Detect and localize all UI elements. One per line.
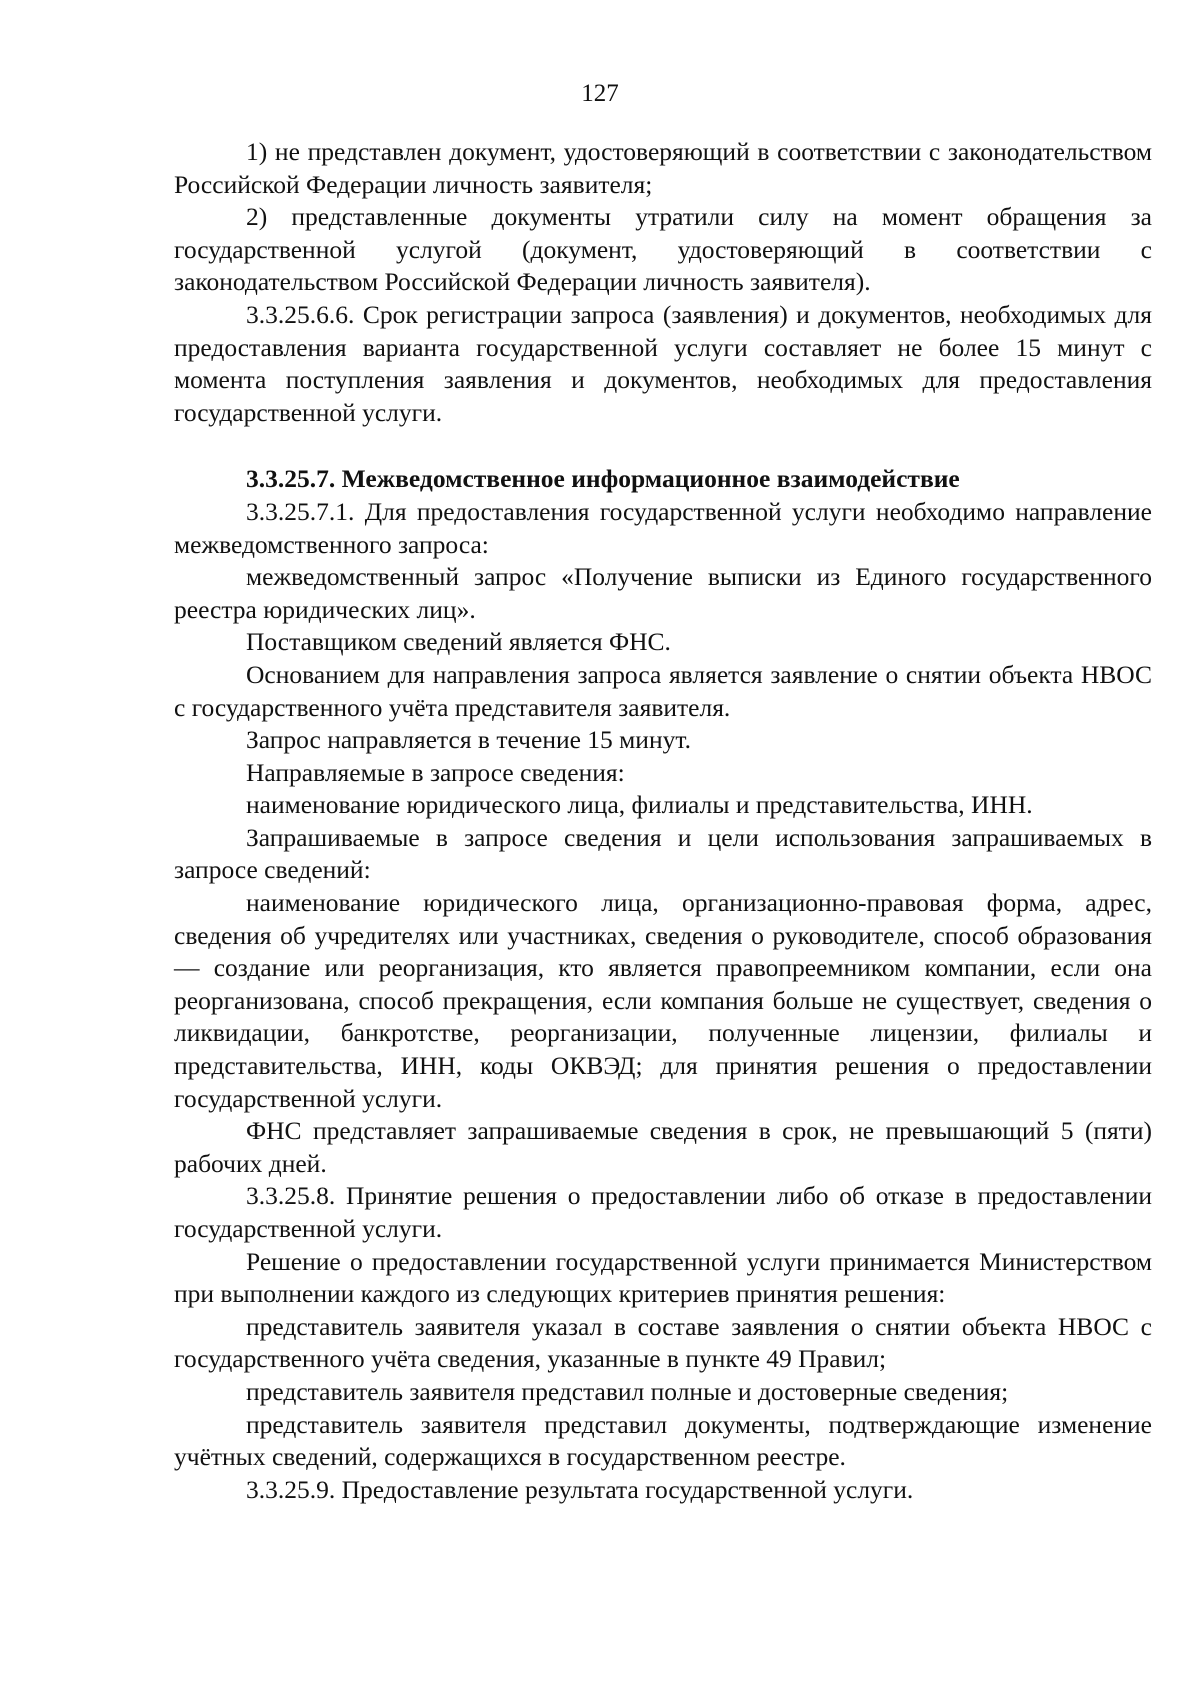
- paragraph: Запрашиваемые в запросе сведения и цели использования запрашиваемых в запросе сведений:: [174, 822, 1152, 885]
- paragraph: Запрос направляется в течение 15 минут.: [246, 725, 691, 755]
- paragraph: наименование юридического лица, организационно-правовая форма, адрес, сведения об учредителях или участниках, сведения о руководителе, способ образования — создание или реорганизация, кто является правопреемником компании, если она реорганизована, способ прекращения, если компания больше не существует, сведения о ликвидации, банкротстве, реорганизации, полученные лицензии, филиалы и представительства, ИНН, коды ОКВЭД; для принятия решения о предоставлении государственной услуги.: [174, 888, 1152, 1113]
- paragraph: 3.3.25.7.1. Для предоставления государственной услуги необходимо направление межведомственного запроса:: [174, 496, 1152, 559]
- section-heading: 3.3.25.7. Межведомственное информационное взаимодействие: [246, 464, 960, 494]
- paragraph: ФНС представляет запрашиваемые сведения в срок, не превышающий 5 (пяти) рабочих дней.: [174, 1116, 1152, 1178]
- document-body: [174, 136, 1152, 1506]
- page-number: 127: [581, 80, 619, 107]
- paragraph: 3.3.25.9. Предоставление результата государственной услуги.: [246, 1474, 914, 1504]
- paragraph: Направляемые в запросе сведения:: [246, 757, 625, 787]
- paragraph: Основанием для направления запроса является заявление о снятии объекта НВОС с государственного учёта представителя заявителя.: [174, 659, 1152, 722]
- paragraph: Решение о предоставлении государственной услуги принимается Министерством при выполнении каждого из следующих критериев принятия решения:: [174, 1246, 1152, 1309]
- paragraph: межведомственный запрос «Получение выписки из Единого государственного реестра юридических лиц».: [174, 562, 1152, 624]
- paragraph: Поставщиком сведений является ФНС.: [246, 627, 671, 657]
- paragraph: наименование юридического лица, филиалы и представительства, ИНН.: [246, 790, 1033, 820]
- paragraph: 3.3.25.8. Принятие решения о предоставлении либо об отказе в предоставлении государственной услуги.: [174, 1181, 1152, 1243]
- paragraph: представитель заявителя представил документы, подтверждающие изменение учётных сведений, содержащихся в государственном реестре.: [174, 1409, 1152, 1472]
- paragraph: представитель заявителя представил полные и достоверные сведения;: [246, 1376, 1009, 1406]
- paragraph: представитель заявителя указал в составе заявления о снятии объекта НВОС с государственного учёта сведения, указанные в пункте 49 Правил;: [174, 1311, 1152, 1374]
- paragraph: 2) представленные документы утратили силу на момент обращения за государственной услугой (документ, удостоверяющий в соответствии с законодательством Российской Федерации личность заявителя).: [174, 202, 1152, 297]
- paragraph: 3.3.25.6.6. Срок регистрации запроса (заявления) и документов, необходимых для предоставления варианта государственной услуги составляет не более 15 минут с момента поступления заявления и документов, необходимых для предоставления государственной услуги.: [174, 299, 1152, 427]
- paragraph: 1) не представлен документ, удостоверяющий в соответствии с законодательством Российской Федерации личность заявителя;: [174, 137, 1152, 199]
